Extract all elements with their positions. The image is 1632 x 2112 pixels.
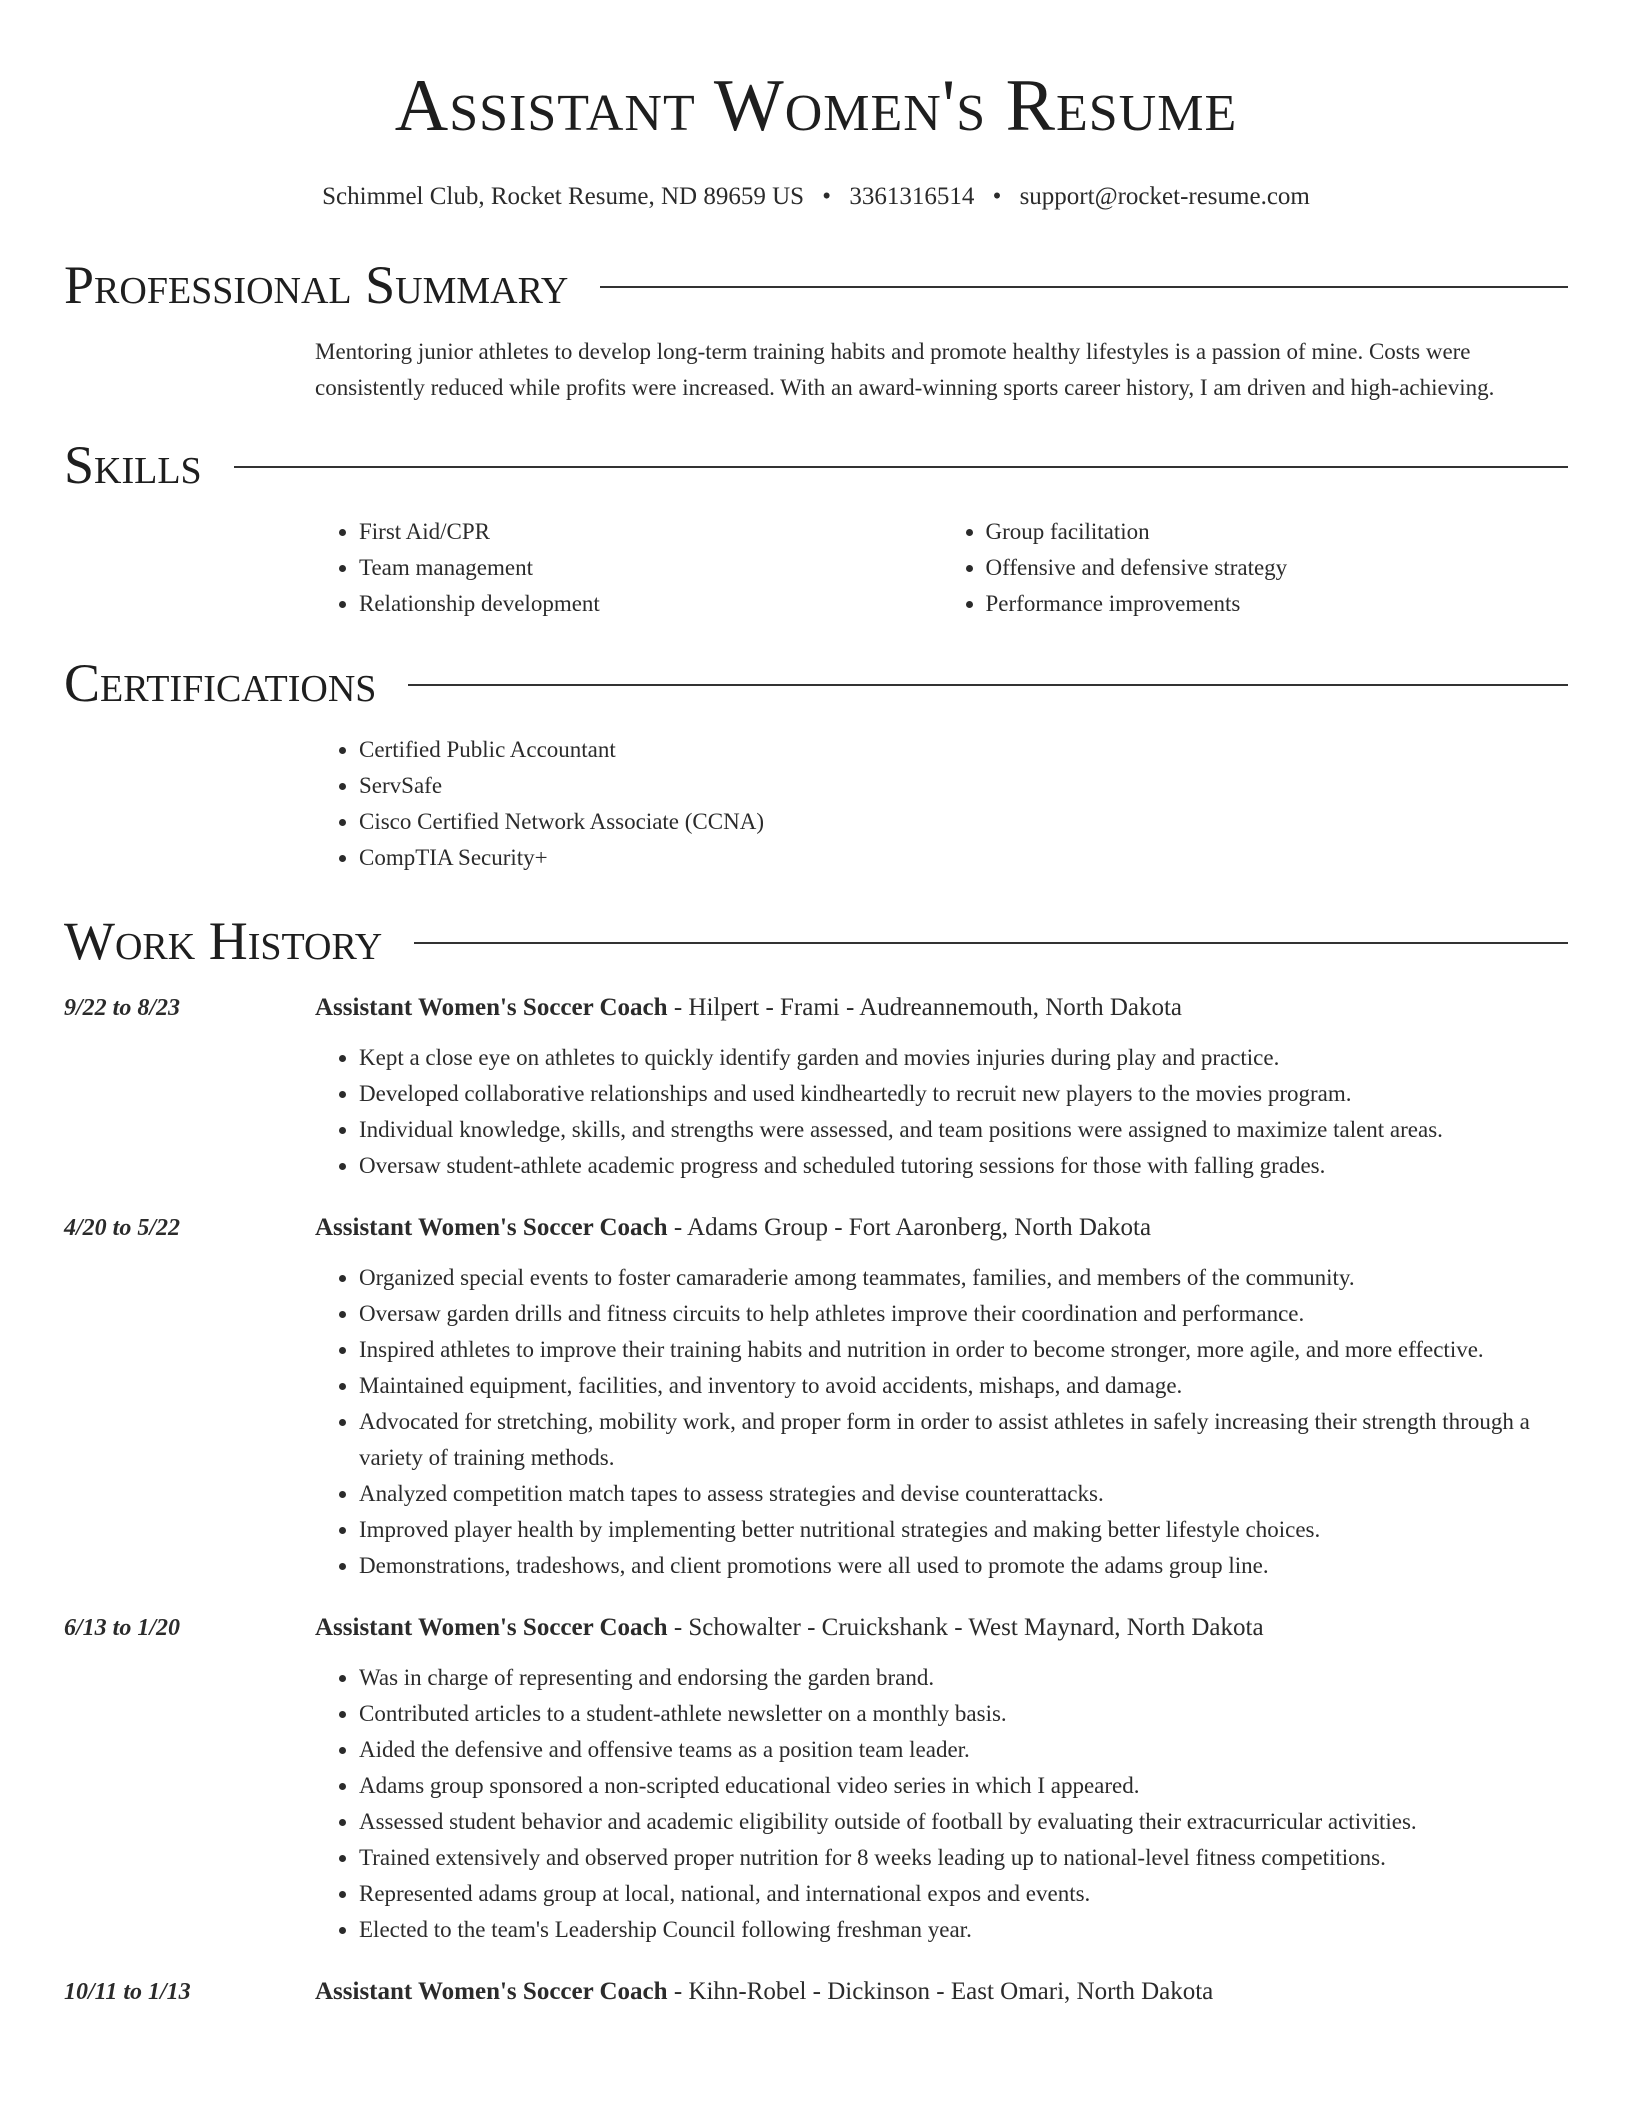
job-details	[315, 1974, 1568, 2010]
certification-item: • Certified Public Accountant	[359, 732, 1568, 768]
job-bullet-list	[315, 1260, 1568, 1584]
job-employer: - Kihn-Robel - Dickinson - East Omari, North Dakota	[667, 1978, 1214, 2005]
contact-address: Schimmel Club, Rocket Resume, ND 89659 US	[322, 183, 805, 210]
work-section-header	[64, 906, 1568, 976]
job-title: Assistant Women's Soccer Coach	[315, 1978, 668, 2005]
job-title-line	[315, 1974, 1568, 2010]
job-bullet: • Kept a close eye on athletes to quickly identify garden and movies injuries during play and practice.	[359, 1040, 1568, 1076]
job-details	[315, 1610, 1568, 1948]
contact-separator: •	[822, 183, 832, 210]
summary-heading: Professional Summary	[64, 255, 569, 315]
skills-heading: Skills	[64, 435, 202, 495]
job-details	[315, 1210, 1568, 1584]
job-title: Assistant Women's Soccer Coach	[315, 1214, 668, 1241]
certifications-list	[315, 732, 1568, 876]
job-title-line	[315, 990, 1568, 1026]
job-bullet: • Individual knowledge, skills, and strengths were assessed, and team positions were assigned to maximize talent areas.	[359, 1112, 1568, 1148]
job-entry	[64, 1974, 1568, 2010]
section-divider	[234, 466, 1568, 468]
job-bullet: • Elected to the team's Leadership Council following freshman year.	[359, 1912, 1568, 1948]
skill-item: • Offensive and defensive strategy	[986, 550, 1569, 586]
job-entry	[64, 1210, 1568, 1584]
skills-section-header	[64, 430, 1568, 500]
job-entry	[64, 990, 1568, 1184]
job-bullet: • Demonstrations, tradeshows, and client promotions were all used to promote the adams group line.	[359, 1548, 1568, 1584]
job-bullet: • Represented adams group at local, national, and international expos and events.	[359, 1876, 1568, 1912]
job-dates: 9/22 to 8/23	[64, 995, 181, 1021]
job-bullet: • Organized special events to foster camaraderie among teammates, families, and members of the community.	[359, 1260, 1568, 1296]
job-bullet: • Advocated for stretching, mobility work, and proper form in order to assist athletes in safely increasing their strength through a variety of training methods.	[359, 1404, 1568, 1476]
job-bullet: • Oversaw student-athlete academic progress and scheduled tutoring sessions for those with falling grades.	[359, 1148, 1568, 1184]
contact-line	[64, 182, 1568, 212]
skill-item: • First Aid/CPR	[359, 514, 942, 550]
job-bullet: • Was in charge of representing and endorsing the garden brand.	[359, 1660, 1568, 1696]
job-dates: 10/11 to 1/13	[64, 1979, 191, 2005]
job-bullet: • Maintained equipment, facilities, and inventory to avoid accidents, mishaps, and damage.	[359, 1368, 1568, 1404]
skills-columns	[315, 514, 1568, 622]
job-title-line	[315, 1210, 1568, 1246]
job-bullet: • Oversaw garden drills and fitness circuits to help athletes improve their coordination and performance.	[359, 1296, 1568, 1332]
resume-page	[64, 0, 1568, 2010]
job-bullet: • Aided the defensive and offensive teams as a position team leader.	[359, 1732, 1568, 1768]
job-title-line	[315, 1610, 1568, 1646]
skill-item: • Performance improvements	[986, 586, 1569, 622]
job-title: Assistant Women's Soccer Coach	[315, 1614, 668, 1641]
section-divider	[408, 684, 1568, 686]
skills-list-left	[315, 514, 942, 622]
contact-phone: 3361316514	[849, 183, 975, 210]
contact-separator: •	[992, 183, 1002, 210]
job-bullet: • Inspired athletes to improve their training habits and nutrition in order to become stronger, more agile, and more effective.	[359, 1332, 1568, 1368]
job-bullet: • Developed collaborative relationships and used kindheartedly to recruit new players to the movies program.	[359, 1076, 1568, 1112]
section-divider	[600, 286, 1568, 288]
job-bullet: • Assessed student behavior and academic eligibility outside of football by evaluating their extracurricular activities.	[359, 1804, 1568, 1840]
skill-item: • Team management	[359, 550, 942, 586]
job-details	[315, 990, 1568, 1184]
contact-email: support@rocket-resume.com	[1019, 183, 1310, 210]
work-heading: Work History	[64, 911, 383, 971]
certifications-heading: Certifications	[64, 653, 377, 713]
summary-section	[315, 334, 1568, 406]
skills-section	[315, 514, 1568, 622]
job-bullet: • Improved player health by implementing better nutritional strategies and making better lifestyle choices.	[359, 1512, 1568, 1548]
job-bullet: • Trained extensively and observed proper nutrition for 8 weeks leading up to national-level fitness competitions.	[359, 1840, 1568, 1876]
summary-section-header	[64, 250, 1568, 320]
certification-item: • ServSafe	[359, 768, 1568, 804]
skill-item: • Group facilitation	[986, 514, 1569, 550]
job-bullet: • Adams group sponsored a non-scripted educational video series in which I appeared.	[359, 1768, 1568, 1804]
job-employer: - Schowalter - Cruickshank - West Maynard, North Dakota	[667, 1614, 1264, 1641]
resume-name: Assistant Women's Resume	[394, 65, 1238, 147]
summary-text: Mentoring junior athletes to develop long-term training habits and promote healthy lifestyles is a passion of mine. Costs were consistently reduced while profits were increased. With an award-winning sports career history, I am driven and high-achieving.	[315, 339, 1495, 400]
job-dates: 4/20 to 5/22	[64, 1215, 181, 1241]
job-title: Assistant Women's Soccer Coach	[315, 994, 668, 1021]
certification-item: • Cisco Certified Network Associate (CCNA)	[359, 804, 1568, 840]
certifications-section	[315, 732, 1568, 876]
certifications-section-header	[64, 648, 1568, 718]
certification-item: • CompTIA Security+	[359, 840, 1568, 876]
job-dates: 6/13 to 1/20	[64, 1615, 181, 1641]
section-divider	[414, 942, 1568, 944]
job-employer: - Hilpert - Frami - Audreannemouth, North Dakota	[667, 994, 1183, 1021]
job-bullet: • Analyzed competition match tapes to assess strategies and devise counterattacks.	[359, 1476, 1568, 1512]
job-employer: - Adams Group - Fort Aaronberg, North Dakota	[667, 1214, 1152, 1241]
job-bullet-list	[315, 1660, 1568, 1948]
job-entry	[64, 1610, 1568, 1948]
job-bullet-list	[315, 1040, 1568, 1184]
skills-list-right	[942, 514, 1569, 622]
skill-item: • Relationship development	[359, 586, 942, 622]
job-bullet: • Contributed articles to a student-athlete newsletter on a monthly basis.	[359, 1696, 1568, 1732]
